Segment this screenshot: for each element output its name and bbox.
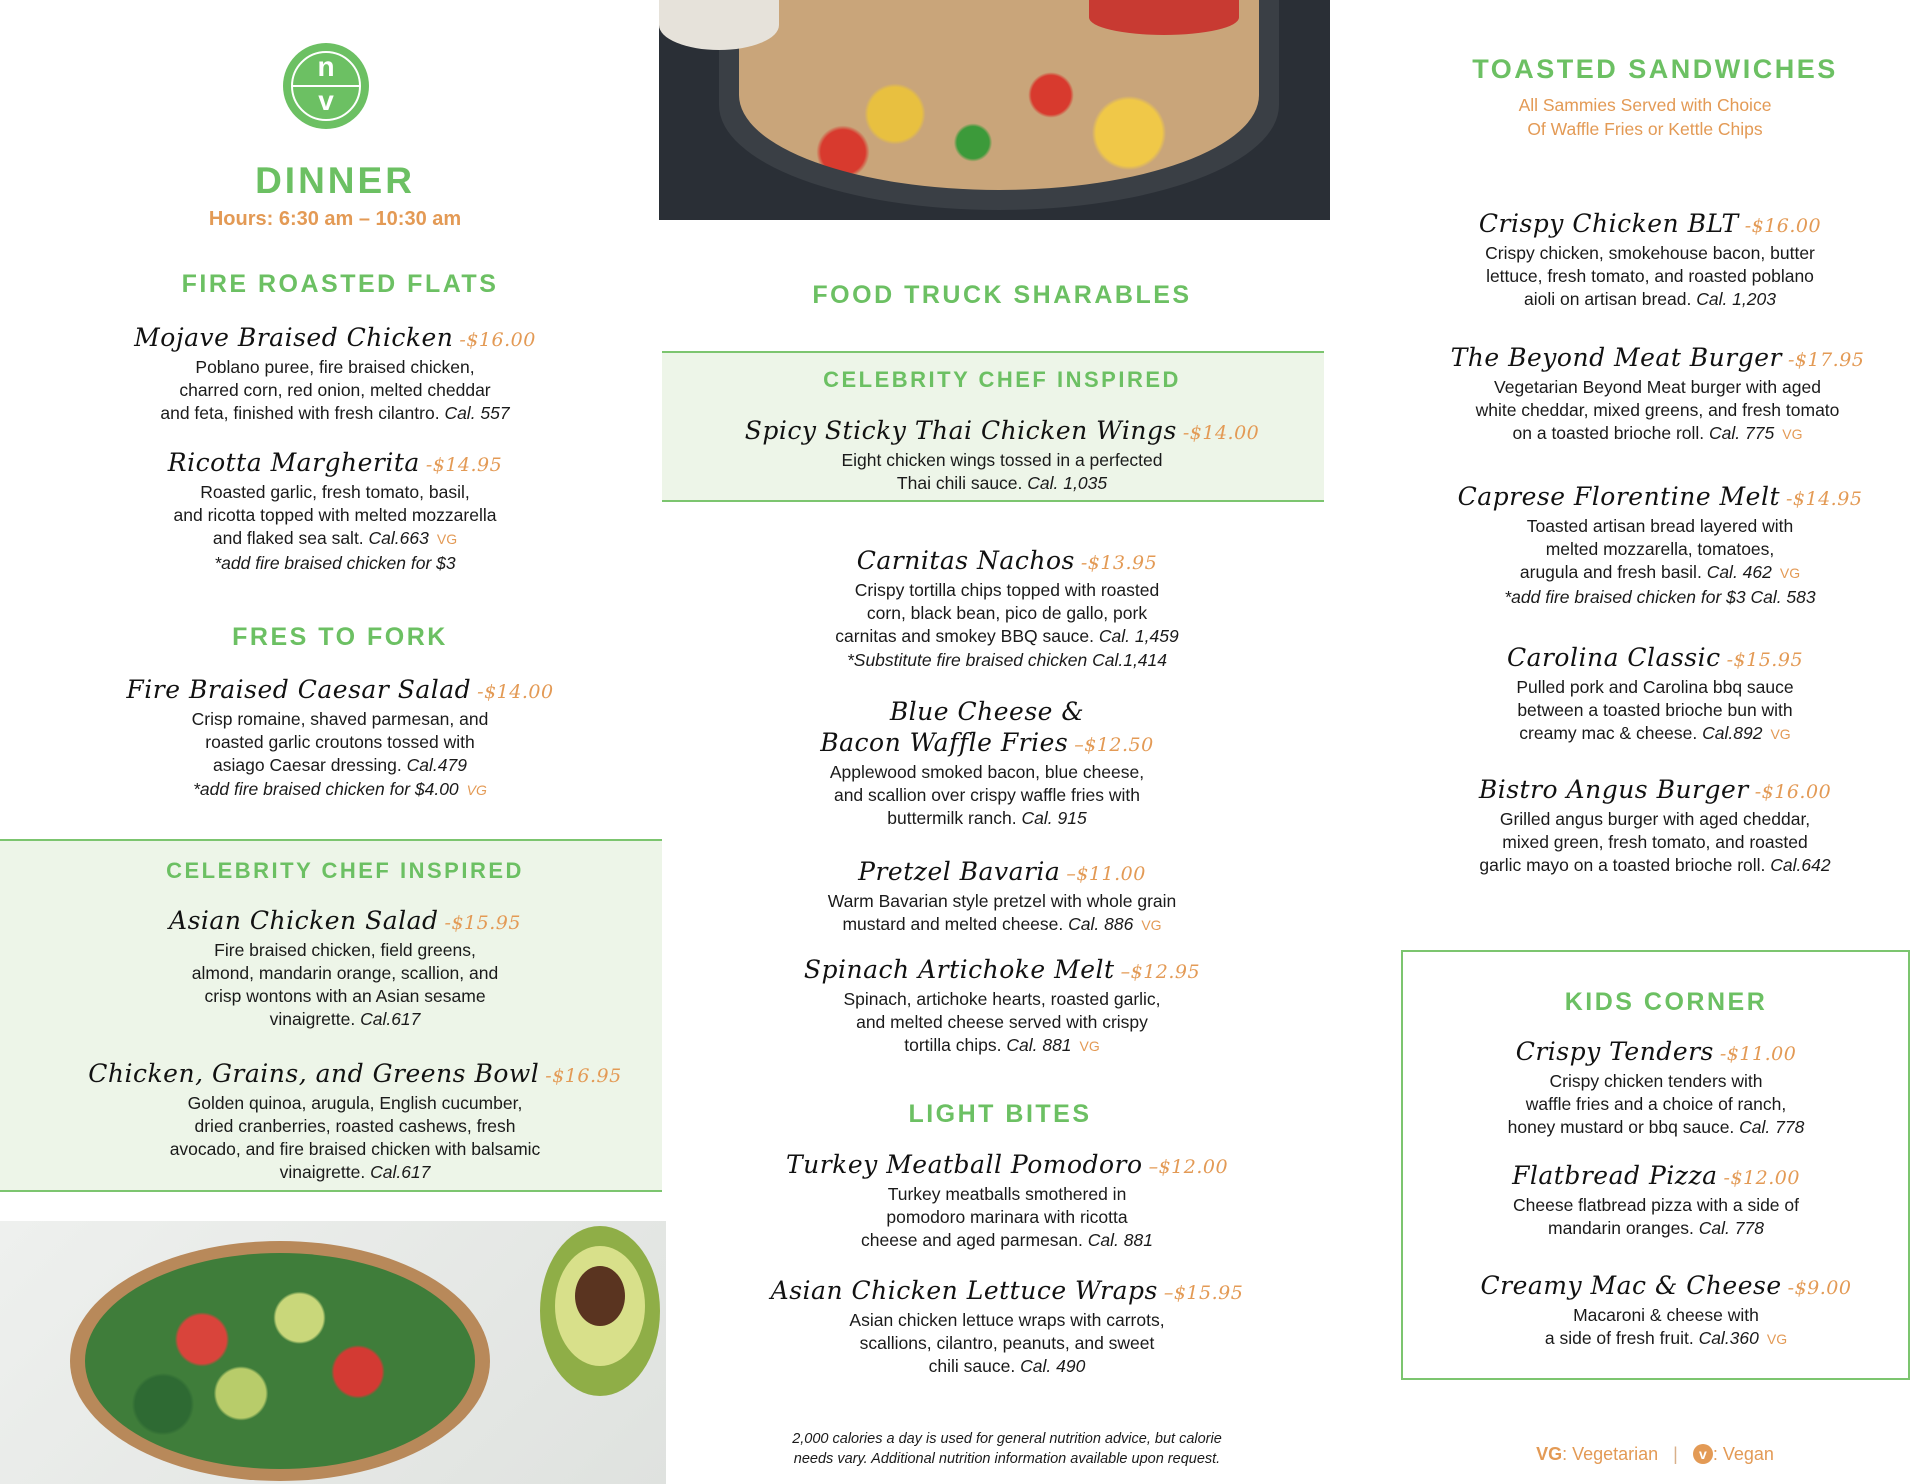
item-name: Caprese Florentine Melt <box>1457 482 1780 511</box>
item-description-line <box>1400 265 1900 288</box>
item-description-line <box>1401 1093 1911 1116</box>
item-description-line <box>0 504 670 527</box>
item-description-line <box>0 1138 710 1161</box>
dietary-legend <box>1400 1444 1910 1465</box>
subtitle-line: All Sammies Served with Choice <box>1518 95 1772 115</box>
item-description-line <box>0 527 670 551</box>
menu-item <box>1400 342 1915 446</box>
item-description-line <box>0 985 690 1008</box>
item-description-line <box>662 807 1312 830</box>
item-description-line <box>662 579 1352 602</box>
description-text: avocado, and fire braised chicken with balsamic <box>169 1139 541 1159</box>
item-description-line <box>662 625 1352 648</box>
calories: Cal. 915 <box>1021 808 1087 828</box>
item-note <box>662 648 1352 673</box>
description-text: Crisp romaine, shaved parmesan, and <box>191 709 489 729</box>
calories: Cal. 557 <box>444 403 510 423</box>
item-description-line <box>662 1011 1342 1034</box>
item-price: –$12.50 <box>1074 734 1154 756</box>
item-price: -$14.00 <box>477 681 554 703</box>
item-name: Asian Chicken Lettuce Wraps <box>770 1276 1158 1305</box>
salad-photo <box>0 1221 666 1484</box>
item-description-line <box>662 449 1342 472</box>
calories: Cal. 462 <box>1706 562 1772 582</box>
item-title <box>0 447 670 481</box>
item-description-line <box>1401 1327 1920 1351</box>
item-description-line <box>662 1183 1352 1206</box>
item-description-line <box>1401 1217 1911 1240</box>
item-price: -$16.00 <box>459 329 536 351</box>
item-description-line <box>662 1355 1352 1378</box>
item-price: –$11.00 <box>1066 863 1146 885</box>
description-text: vinaigrette. <box>269 1009 356 1029</box>
description-text: vinaigrette. <box>279 1162 366 1182</box>
item-name: Fire Braised Caesar Salad <box>126 675 472 704</box>
section-heading-celebrity-middle: CELEBRITY CHEF INSPIRED <box>823 367 1181 392</box>
item-price: –$12.95 <box>1120 961 1201 983</box>
item-description-line <box>0 939 690 962</box>
description-text: Vegetarian Beyond Meat burger with aged <box>1494 377 1821 397</box>
description-text: Golden quinoa, arugula, English cucumber, <box>187 1093 523 1113</box>
menu-item <box>1400 208 1900 311</box>
item-description-line <box>662 1229 1352 1252</box>
section-heading-light-bites: LIGHT BITES <box>908 1100 1092 1128</box>
calories: Cal. 881 <box>1087 1230 1153 1250</box>
section-heading-kids: KIDS CORNER <box>1564 988 1768 1016</box>
vegetarian-badge: VG <box>466 782 487 798</box>
menu-item <box>662 696 1312 830</box>
description-text: and feta, finished with fresh cilantro. <box>160 403 440 423</box>
calories: Cal. 881 <box>1006 1035 1072 1055</box>
calories: Cal.617 <box>360 1009 421 1029</box>
item-description-line <box>662 761 1312 784</box>
description-text: Crispy chicken tenders with <box>1549 1071 1763 1091</box>
description-text: on a toasted brioche roll. <box>1512 423 1705 443</box>
description-text: creamy mac & cheese. <box>1519 723 1698 743</box>
description-text: Grilled angus burger with aged cheddar, <box>1499 809 1811 829</box>
menu-item <box>662 1149 1352 1252</box>
salsa-bowl <box>1089 0 1239 35</box>
description-text: charred corn, red onion, melted cheddar <box>179 380 491 400</box>
menu-item <box>0 905 690 1031</box>
item-description-line <box>0 402 670 425</box>
description-text: aioli on artisan bread. <box>1524 289 1692 309</box>
description-text: pomodoro marinara with ricotta <box>886 1207 1128 1227</box>
item-description-line <box>1400 515 1920 538</box>
item-name: Flatbread Pizza <box>1512 1161 1718 1190</box>
item-title <box>662 856 1342 890</box>
item-description-line <box>662 1206 1352 1229</box>
item-title <box>1400 642 1910 676</box>
vg-abbr: VG <box>1536 1444 1563 1464</box>
calories: Cal.663 <box>368 528 429 548</box>
note-text: *Substitute fire braised chicken Cal.1,414 <box>846 650 1168 670</box>
description-text: asiago Caesar dressing. <box>213 755 402 775</box>
description-text: and ricotta topped with melted mozzarella <box>173 505 497 525</box>
item-description-line <box>1400 854 1910 877</box>
menu-item <box>0 447 670 576</box>
vegan-icon: v <box>1693 1444 1713 1464</box>
feta-bowl <box>659 0 779 50</box>
item-price: -$13.95 <box>1080 552 1158 574</box>
item-description-line <box>662 602 1352 625</box>
item-name: Chicken, Grains, and Greens Bowl <box>88 1059 540 1088</box>
menu-item <box>1400 774 1910 877</box>
menu-item <box>1401 1036 1911 1139</box>
description-text: Warm Bavarian style pretzel with whole grain <box>827 891 1177 911</box>
item-name: The Beyond Meat Burger <box>1450 343 1782 372</box>
item-title <box>0 322 670 356</box>
description-text: buttermilk ranch. <box>887 808 1017 828</box>
item-description-line <box>1400 722 1910 746</box>
description-text: Pulled pork and Carolina bbq sauce <box>1516 677 1794 697</box>
item-description-line <box>0 481 670 504</box>
item-price: -$12.00 <box>1723 1167 1800 1189</box>
item-description-line <box>0 1161 710 1184</box>
description-text: lettuce, fresh tomato, and roasted poblano <box>1486 266 1814 286</box>
section-heading-food-truck: FOOD TRUCK SHARABLES <box>812 281 1192 309</box>
logo <box>283 43 369 129</box>
vegetarian-badge: VG <box>1141 917 1162 933</box>
item-description-line <box>1400 399 1915 422</box>
description-text: white cheddar, mixed greens, and fresh tomato <box>1475 400 1840 420</box>
description-text: Asian chicken lettuce wraps with carrots, <box>849 1310 1165 1330</box>
menu-item <box>0 674 680 803</box>
item-description-line <box>1400 808 1910 831</box>
vegetarian-badge: VG <box>436 531 458 547</box>
calories: Cal.642 <box>1770 855 1831 875</box>
description-text: Fire braised chicken, field greens, <box>214 940 476 960</box>
item-title <box>1401 1036 1911 1070</box>
item-price: -$9.00 <box>1787 1277 1852 1299</box>
vegetarian-badge: VG <box>1079 1038 1100 1054</box>
item-price: -$16.00 <box>1744 215 1822 237</box>
item-price: –$12.00 <box>1148 1156 1229 1178</box>
item-note <box>0 551 670 576</box>
item-price: -$14.95 <box>1786 488 1863 510</box>
item-name: Asian Chicken Salad <box>169 906 439 935</box>
item-name: Creamy Mac & Cheese <box>1480 1271 1782 1300</box>
menu-item <box>662 1275 1352 1378</box>
item-price: -$11.00 <box>1719 1043 1797 1065</box>
item-title <box>0 674 680 708</box>
item-name: Blue Cheese & <box>889 697 1085 726</box>
item-title <box>0 1058 710 1092</box>
item-name: Mojave Braised Chicken <box>134 323 454 352</box>
item-title <box>662 545 1352 579</box>
description-text: Crispy chicken, smokehouse bacon, butter <box>1485 243 1815 263</box>
item-description-line <box>662 913 1342 937</box>
item-title <box>662 696 1312 727</box>
footnote-line: 2,000 calories a day is used for general nutrition advice, but calorie <box>792 1431 1222 1447</box>
item-title <box>1401 1270 1920 1304</box>
item-name-2: Bacon Waffle Fries <box>820 728 1069 757</box>
description-text: Spinach, artichoke hearts, roasted garlic, <box>843 989 1161 1009</box>
description-text: Roasted garlic, fresh tomato, basil, <box>200 482 470 502</box>
item-title <box>662 1275 1352 1309</box>
calories: Cal.892 <box>1702 723 1763 743</box>
section-heading-sandwiches: TOASTED SANDWICHES <box>1472 54 1838 84</box>
vg-label: : Vegetarian <box>1562 1444 1659 1464</box>
description-text: waffle fries and a choice of ranch, <box>1525 1094 1787 1114</box>
description-text: melted mozzarella, tomatoes, <box>1545 539 1775 559</box>
item-description-line <box>1400 288 1900 311</box>
item-price: -$15.95 <box>1726 649 1804 671</box>
item-description-line <box>1401 1304 1920 1327</box>
item-name: Spicy Sticky Thai Chicken Wings <box>744 416 1177 445</box>
item-description-line <box>662 1332 1352 1355</box>
menu-item <box>0 1058 710 1184</box>
calories: Cal. 778 <box>1739 1117 1805 1137</box>
description-text: between a toasted brioche bun with <box>1517 700 1793 720</box>
item-description-line <box>0 708 680 731</box>
item-name: Ricotta Margherita <box>167 448 420 477</box>
description-text: dried cranberries, roasted cashews, fresh <box>194 1116 516 1136</box>
item-description-line <box>662 988 1342 1011</box>
menu-item <box>662 856 1342 937</box>
item-price: -$16.95 <box>545 1065 622 1087</box>
description-text: roasted garlic croutons tossed with <box>205 732 475 752</box>
menu-item <box>1401 1270 1920 1351</box>
calories: Cal. 490 <box>1020 1356 1086 1376</box>
item-description-line <box>662 1309 1352 1332</box>
item-description-line <box>0 1092 710 1115</box>
item-description-line <box>0 962 690 985</box>
note-text: *add fire braised chicken for $3 Cal. 583 <box>1504 587 1816 607</box>
item-description-line <box>1401 1070 1911 1093</box>
item-title <box>1400 342 1915 376</box>
menu-item <box>1400 642 1910 746</box>
subtitle-line: Of Waffle Fries or Kettle Chips <box>1527 119 1763 139</box>
page-title: DINNER <box>255 160 415 201</box>
description-text: Applewood smoked bacon, blue cheese, <box>829 762 1145 782</box>
calories: Cal. 1,035 <box>1027 473 1108 493</box>
description-text: Eight chicken wings tossed in a perfected <box>841 450 1163 470</box>
item-note <box>0 777 680 803</box>
menu-item <box>662 545 1352 673</box>
item-name: Turkey Meatball Pomodoro <box>785 1150 1143 1179</box>
description-text: crisp wontons with an Asian sesame <box>204 986 486 1006</box>
calories: Cal. 1,203 <box>1696 289 1776 309</box>
description-text: scallions, cilantro, peanuts, and sweet <box>859 1333 1155 1353</box>
nutrition-footnote <box>662 1429 1352 1469</box>
item-description-line <box>1400 561 1920 585</box>
calories: Cal. 775 <box>1709 423 1775 443</box>
description-text: and scallion over crispy waffle fries with <box>833 785 1141 805</box>
vegetarian-badge: VG <box>1779 565 1801 581</box>
item-description-line <box>0 731 680 754</box>
item-name: Crispy Tenders <box>1515 1037 1714 1066</box>
calories: Cal.479 <box>406 755 467 775</box>
description-text: and flaked sea salt. <box>212 528 364 548</box>
description-text: Turkey meatballs smothered in <box>887 1184 1127 1204</box>
section-heading-flats: FIRE ROASTED FLATS <box>181 270 499 298</box>
description-text: mandarin oranges. <box>1548 1218 1694 1238</box>
description-text: honey mustard or bbq sauce. <box>1507 1117 1735 1137</box>
note-text: *add fire braised chicken for $3 <box>214 553 456 573</box>
item-title <box>1401 1160 1911 1194</box>
description-text: and melted cheese served with crispy <box>856 1012 1148 1032</box>
item-name: Carolina Classic <box>1506 643 1721 672</box>
footnote-line: needs vary. Additional nutrition information available upon request. <box>793 1451 1221 1467</box>
item-title <box>662 954 1342 988</box>
item-description-line <box>0 379 670 402</box>
calories: Cal.360 <box>1698 1328 1759 1348</box>
salad-greens <box>85 1253 475 1469</box>
description-text: arugula and fresh basil. <box>1519 562 1702 582</box>
item-name: Pretzel Bavaria <box>858 857 1061 886</box>
description-text: mixed green, fresh tomato, and roasted <box>1502 832 1808 852</box>
item-description-line <box>662 1034 1342 1058</box>
item-price: -$14.95 <box>425 454 503 476</box>
description-text: Macaroni & cheese with <box>1573 1305 1759 1325</box>
vegetarian-badge: VG <box>1770 726 1791 742</box>
calories: Cal.617 <box>370 1162 431 1182</box>
description-text: Thai chili sauce. <box>896 473 1023 493</box>
item-description-line <box>0 356 670 379</box>
description-text: Cheese flatbread pizza with a side of <box>1513 1195 1799 1215</box>
item-description-line <box>1400 422 1915 446</box>
description-text: a side of fresh fruit. <box>1544 1328 1694 1348</box>
item-title <box>1400 208 1900 242</box>
item-price: –$15.95 <box>1163 1282 1244 1304</box>
item-price: -$17.95 <box>1787 349 1865 371</box>
item-name: Crispy Chicken BLT <box>1478 209 1739 238</box>
calories: Cal. 1,459 <box>1098 626 1179 646</box>
item-description-line <box>1400 376 1915 399</box>
description-text: Toasted artisan bread layered with <box>1526 516 1794 536</box>
note-text: *add fire braised chicken for $4.00 <box>193 779 459 799</box>
item-description-line <box>1400 242 1900 265</box>
sandwiches-subtitle <box>1400 93 1890 141</box>
menu-item <box>662 954 1342 1058</box>
item-title <box>1400 774 1910 808</box>
item-description-line <box>0 1008 690 1031</box>
item-description-line <box>1400 831 1910 854</box>
item-price: -$16.00 <box>1754 781 1832 803</box>
item-description-line <box>1401 1194 1911 1217</box>
item-name: Spinach Artichoke Melt <box>803 955 1115 984</box>
menu-item <box>1400 481 1920 610</box>
item-price: -$14.00 <box>1182 422 1260 444</box>
item-title <box>0 905 690 939</box>
vegetarian-badge: VG <box>1782 426 1803 442</box>
menu-item <box>1401 1160 1911 1240</box>
calories: Cal. 778 <box>1698 1218 1764 1238</box>
hours: Hours: 6:30 am – 10:30 am <box>208 208 462 230</box>
item-description-line <box>662 890 1342 913</box>
item-name: Bistro Angus Burger <box>1478 775 1749 804</box>
item-description-line <box>0 1115 710 1138</box>
vegan-label: : Vegan <box>1712 1444 1774 1464</box>
description-text: cheese and aged parmesan. <box>861 1230 1083 1250</box>
description-text: chili sauce. <box>928 1356 1016 1376</box>
item-description-line <box>1400 699 1910 722</box>
vegetarian-badge: VG <box>1766 1331 1788 1347</box>
legend-divider: | <box>1673 1444 1678 1464</box>
item-description-line <box>662 472 1342 495</box>
item-title <box>1400 481 1920 515</box>
description-text: almond, mandarin orange, scallion, and <box>191 963 499 983</box>
item-price: -$15.95 <box>444 912 521 934</box>
item-description-line <box>662 784 1312 807</box>
item-description-line <box>1400 538 1920 561</box>
item-title <box>662 1149 1352 1183</box>
calories: Cal. 886 <box>1068 914 1134 934</box>
item-name: Carnitas Nachos <box>856 546 1075 575</box>
item-description-line <box>1400 676 1910 699</box>
item-description-line <box>0 754 680 777</box>
menu-item <box>662 415 1342 495</box>
description-text: garlic mayo on a toasted brioche roll. <box>1479 855 1766 875</box>
description-text: Poblano puree, fire braised chicken, <box>195 357 475 377</box>
logo-letter-v: v <box>318 85 334 116</box>
description-text: carnitas and smokey BBQ sauce. <box>835 626 1095 646</box>
logo-letter-n: n <box>317 51 335 82</box>
section-heading-fork: FRES TO FORK <box>232 623 448 651</box>
avocado-pit <box>575 1266 625 1326</box>
section-heading-celebrity: CELEBRITY CHEF INSPIRED <box>166 858 524 883</box>
description-text: corn, black bean, pico de gallo, pork <box>866 603 1148 623</box>
item-note <box>1400 585 1920 610</box>
item-title-line-2 <box>662 727 1312 761</box>
item-title <box>662 415 1342 449</box>
description-text: Crispy tortilla chips topped with roasted <box>854 580 1160 600</box>
menu-item <box>0 322 670 425</box>
description-text: tortilla chips. <box>904 1035 1002 1055</box>
nachos-photo <box>659 0 1330 220</box>
item-description-line <box>1401 1116 1911 1139</box>
description-text: mustard and melted cheese. <box>842 914 1064 934</box>
